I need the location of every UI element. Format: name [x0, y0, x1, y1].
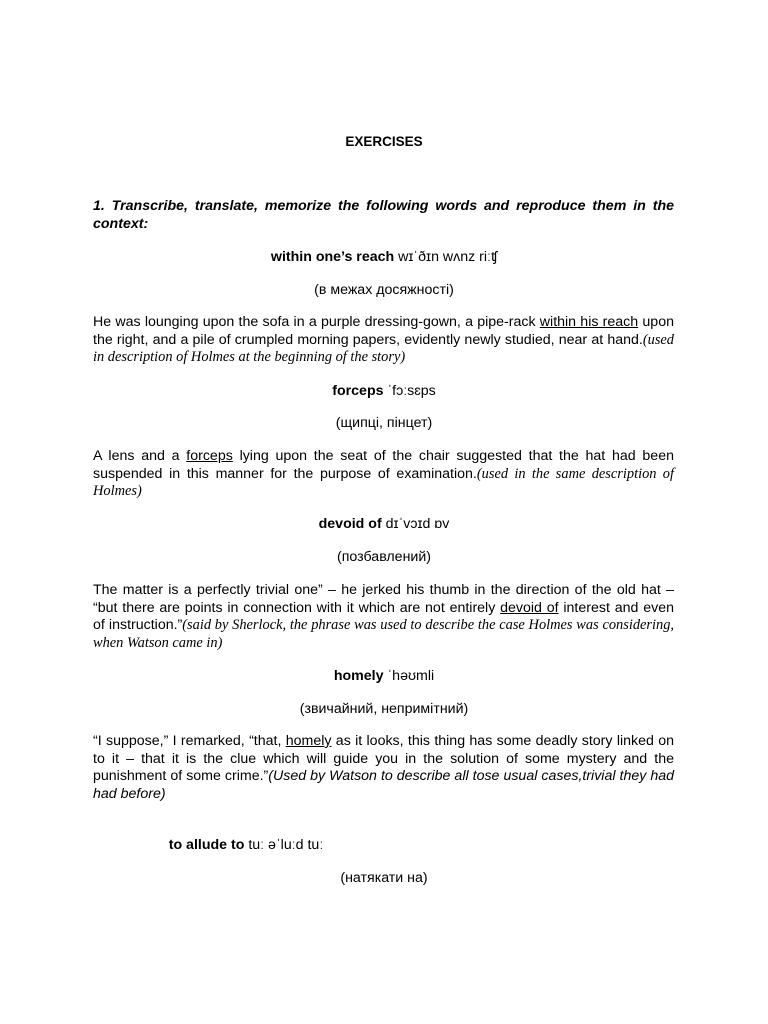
example-paragraph [93, 314, 674, 367]
example-highlight: devoid of [500, 599, 559, 616]
term-heading [0, 383, 768, 401]
usage-note: (used in description of Holmes at the beginning of the story) [93, 331, 674, 366]
page-title: EXERCISES [345, 134, 423, 149]
example-text: A lens and a [93, 448, 187, 464]
term-word: forceps [332, 383, 384, 399]
example-text: interest and even of instruction.” [93, 599, 674, 634]
example-text: The matter is a perfectly trivial one” – he jerked his thumb in the direction of the old hat – “but there are points in connection with it which are not entirely [93, 582, 674, 616]
term-translation: (натякати на) [340, 870, 428, 886]
term-translation: (в межах досяжності) [314, 282, 454, 298]
example-text: lying upon the seat of the chair suggested that the hat had been suspended in this manner for the purpose of examination. [93, 448, 674, 482]
example-text: “I suppose,” I remarked, “that, [93, 733, 286, 749]
example-highlight: forceps [186, 448, 233, 464]
term-word: to allude to [168, 837, 245, 853]
term-heading [0, 668, 768, 686]
example-text: as it looks, this thing has some deadly story linked on to it – that it is the clue which will guide you in the solution of some mystery and the punishment of some crime.” [93, 733, 674, 785]
term-heading [0, 837, 630, 855]
term-transcription: tuː əˈluːd tuː [248, 837, 324, 853]
example-paragraph [93, 582, 674, 652]
usage-note: (used in the same description of Holmes) [93, 465, 674, 500]
term-transcription: dɪˈvɔɪd ɒv [385, 516, 450, 532]
term-translation: (щипці, пінцет) [335, 415, 433, 431]
usage-note: (said by Sherlock, the phrase was used to describe the case Holmes was considering, when Watson came in) [93, 617, 674, 651]
example-highlight: homely [285, 733, 332, 749]
example-text: He was lounging upon the sofa in a purple dressing-gown, a pipe-rack [93, 314, 540, 330]
term-word: homely [333, 668, 384, 684]
example-paragraph [93, 733, 674, 803]
term-heading [0, 516, 768, 534]
example-text: upon the right, and a pile of crumpled morning papers, evidently newly studied, near at hand. [93, 314, 674, 348]
term-word: within one’s reach [270, 249, 395, 265]
example-highlight: within his reach [539, 314, 639, 330]
term-heading [0, 249, 768, 267]
term-transcription: wɪˈðɪn wʌnz riːʧ [398, 249, 498, 265]
term-translation: (позбавлений) [337, 549, 431, 565]
usage-note: (Used by Watson to describe all tose usual cases,trivial they had had before) [93, 768, 674, 802]
term-transcription: ˈfɔːsɛps [387, 383, 436, 399]
term-translation: (звичайний, непримітний) [299, 701, 469, 717]
example-paragraph [93, 448, 674, 501]
exercise-task: 1. Transcribe, translate, memorize the following words and reproduce them in the context: [93, 198, 674, 232]
term-word: devoid of [318, 516, 382, 532]
term-transcription: ˈhəʊmli [387, 668, 435, 684]
